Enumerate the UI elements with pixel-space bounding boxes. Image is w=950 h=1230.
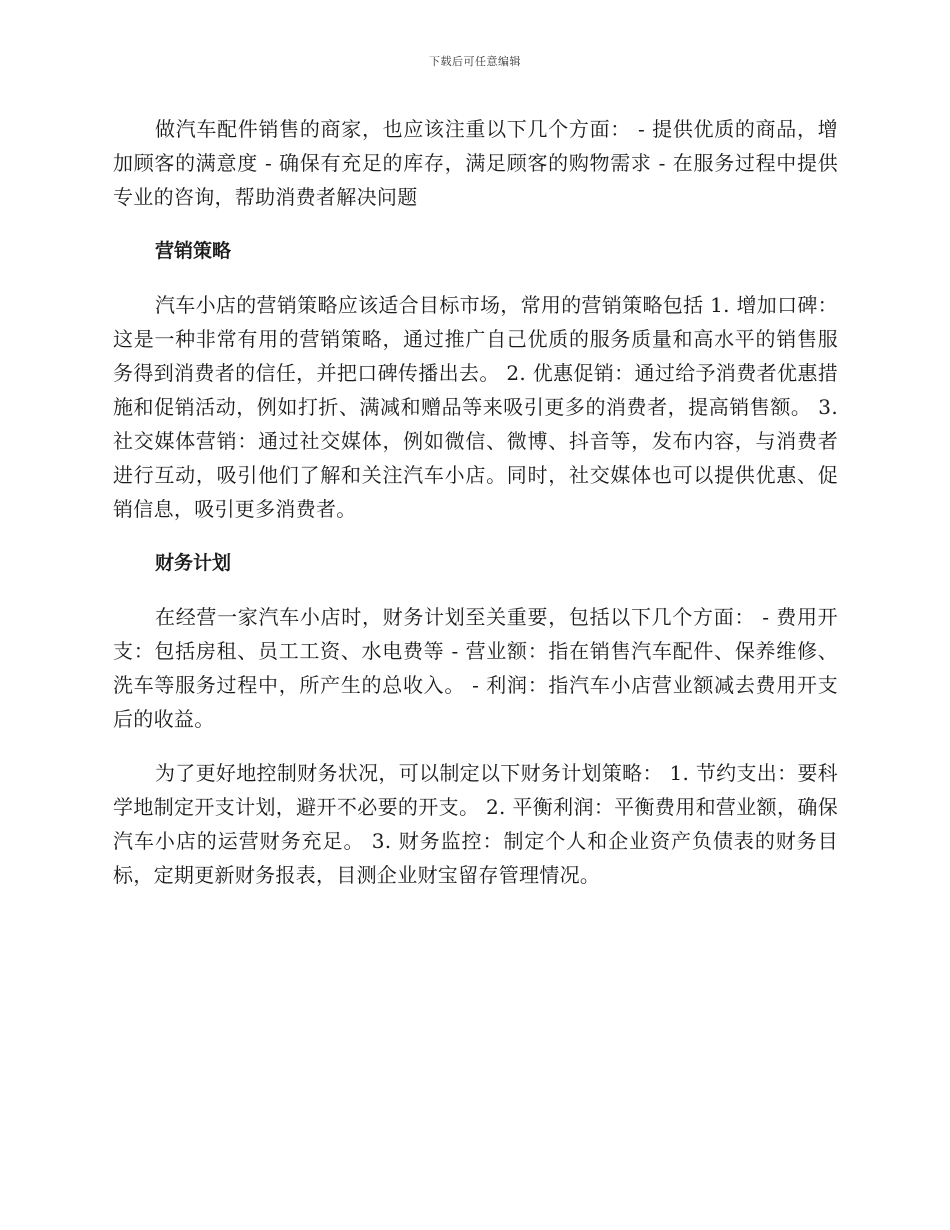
finance-paragraph-1: 在经营一家汽车小店时，财务计划至关重要，包括以下几个方面： - 费用开支：包括房租、员工工资、水电费等 - 营业额：指在销售汽车配件、保养维修、洗车等服务过程中，所产生的总收入。 - 利润：指汽车小店营业额减去费用开支后的收益。 [113,605,838,731]
document-body [113,112,838,892]
intro-paragraph: 做汽车配件销售的商家，也应该注重以下几个方面： - 提供优质的商品，增加顾客的满意度 - 确保有充足的库存，满足顾客的购物需求 - 在服务过程中提供专业的咨询，帮助消费者解决问题 [113,117,838,209]
finance-paragraph-2: 为了更好地控制财务状况，可以制定以下财务计划策略： 1. 节约支出：要科学地制定开支计划，避开不必要的开支。 2. 平衡利润：平衡费用和营业额，确保汽车小店的运营财务充足。 3. 财务监控：制定个人和企业资产负债表的财务目标，定期更新财务报表，目测企业财宝留存管理情况。 [113,761,838,887]
page-header: 下载后可任意编辑 [429,55,521,68]
marketing-heading: 营销策略 [155,240,232,262]
marketing-paragraph: 汽车小店的营销策略应该适合目标市场，常用的营销策略包括 1. 增加口碑：这是一种非常有用的营销策略，通过推广自己优质的服务质量和高水平的销售服务得到消费者的信任，并把口碑传播出去。 2. 优惠促销：通过给予消费者优惠措施和促销活动，例如打折、满减和赠品等来吸引更多的消费者，提高销售额。 3. 社交媒体营销：通过社交媒体，例如微信、微博、抖音等，发布内容，与消费者进行互动，吸引他们了解和关注汽车小店。同时，社交媒体也可以提供优惠、促销信息，吸引更多消费者。 [113,293,838,521]
finance-heading: 财务计划 [155,552,232,574]
